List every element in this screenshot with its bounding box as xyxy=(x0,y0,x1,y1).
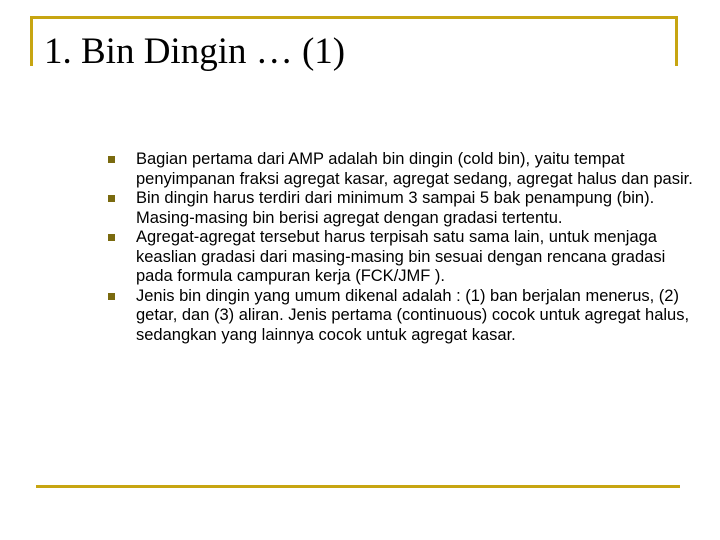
bullet-list xyxy=(104,150,704,345)
square-bullet-icon xyxy=(108,195,115,202)
bullet-item xyxy=(104,189,704,228)
square-bullet-icon xyxy=(108,156,115,163)
slide-title: 1. Bin Dingin … (1) xyxy=(44,31,346,72)
bottom-rule xyxy=(36,485,680,488)
bullet-text: Bin dingin harus terdiri dari minimum 3 sampai 5 bak penampung (bin). Masing-masing bin berisi agregat dengan gradasi tertentu. xyxy=(136,189,655,227)
top-rule xyxy=(30,16,678,19)
square-bullet-icon xyxy=(108,234,115,241)
left-rule xyxy=(30,16,33,66)
bullet-text: Jenis bin dingin yang umum dikenal adalah : (1) ban berjalan menerus, (2) getar, dan (3) aliran. Jenis pertama (continuous) cocok untuk agregat halus, sedangkan yang lainnya cocok untuk agregat kasar. xyxy=(136,286,690,344)
bullet-item xyxy=(104,150,704,189)
bullet-text: Agregat-agregat tersebut harus terpisah satu sama lain, untuk menjaga keaslian gradasi dari masing-masing bin sesuai dengan rencana gradasi pada formula campuran kerja (FCK/JMF ). xyxy=(136,228,666,285)
bullet-item xyxy=(104,287,704,346)
bullet-text: Bagian pertama dari AMP adalah bin dingin (cold bin), yaitu tempat penyimpanan fraksi agregat kasar, agregat sedang, agregat halus dan pasir. xyxy=(136,150,693,188)
bullet-item xyxy=(104,228,704,287)
square-bullet-icon xyxy=(108,293,115,300)
right-rule xyxy=(675,16,678,66)
